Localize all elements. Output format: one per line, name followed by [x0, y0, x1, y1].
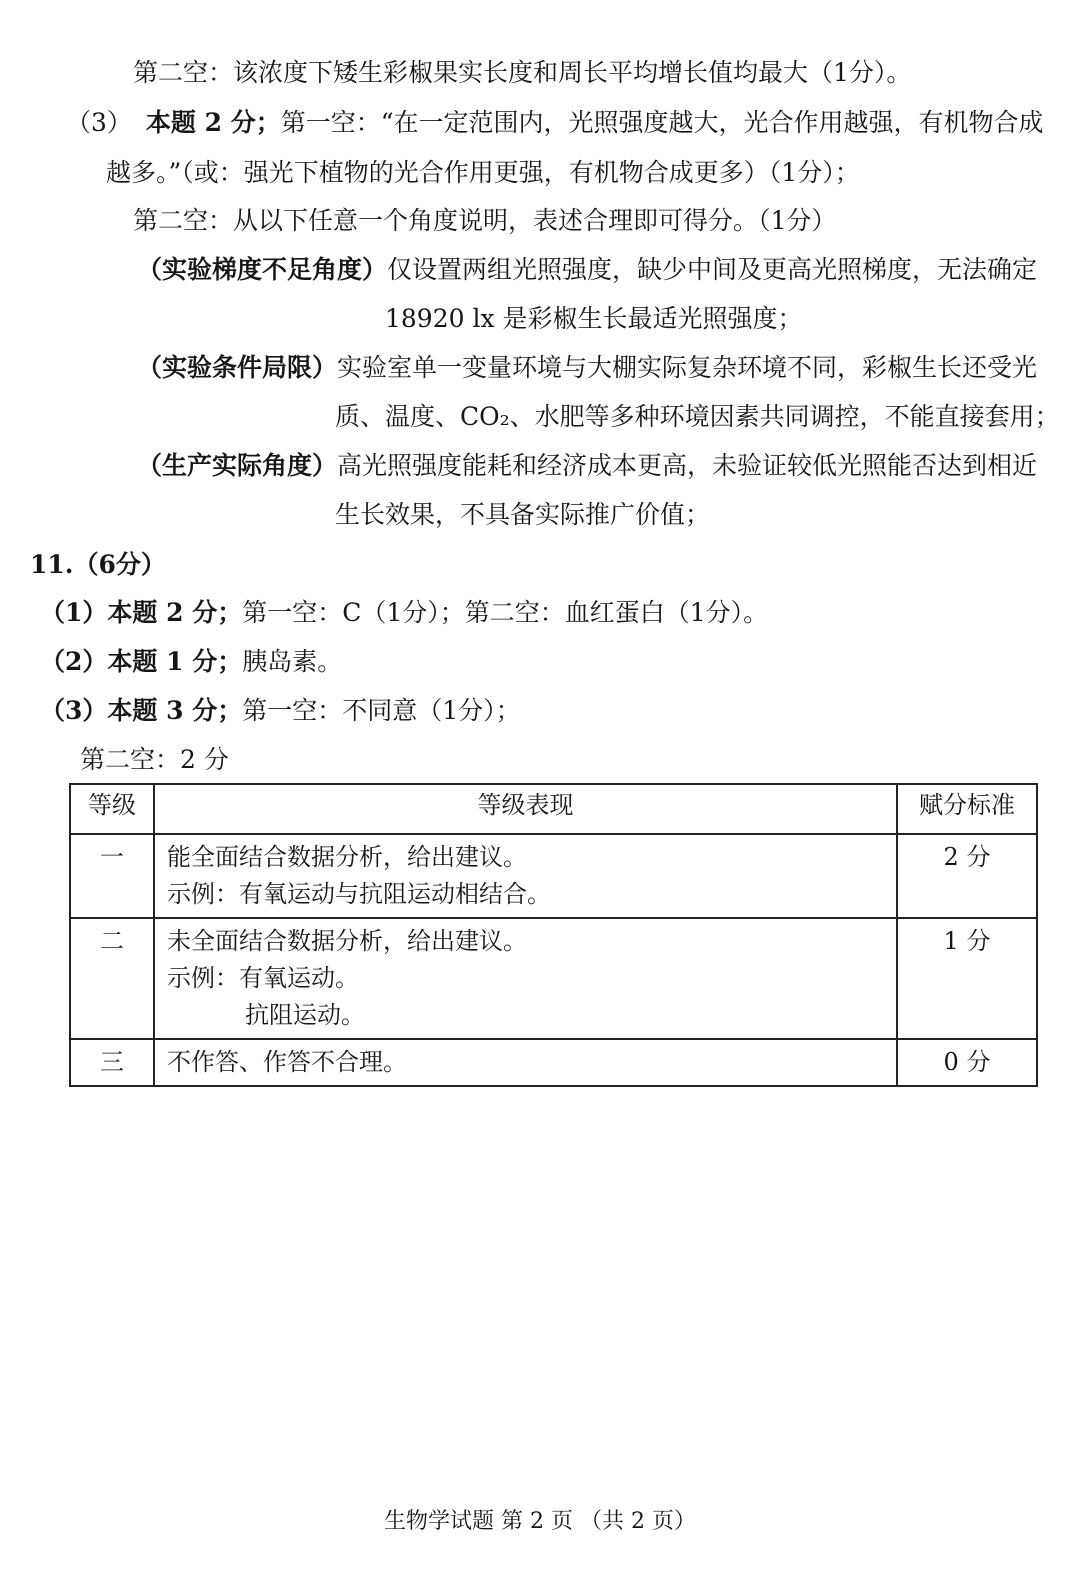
- angle-2-line1: [137, 351, 1037, 385]
- table-row: [70, 1039, 1037, 1086]
- header-performance: 等级表现: [154, 784, 897, 834]
- row-level: 三: [70, 1039, 154, 1086]
- q10-part3-head: 本题 2 分；: [145, 108, 281, 137]
- row-score: 1 分: [897, 918, 1037, 1039]
- q10-part3-blank1: 第一空：“在一定范围内，光照强度越大，光合作用越强，有机物合成: [280, 108, 1044, 137]
- angle-3-text: 高光照强度能耗和经济成本更高，未验证较低光照能否达到相近: [337, 451, 1038, 480]
- row-example-line-2: 抗阻运动。: [245, 1001, 365, 1029]
- grading-table-header: [70, 784, 1037, 834]
- q11-part1-head: （1）本题 2 分；: [40, 598, 243, 627]
- header-level: 等级: [70, 784, 154, 834]
- q11-part1: [40, 596, 768, 630]
- table-row: [70, 918, 1037, 1039]
- q10-part2-blank2: 第二空：该浓度下矮生彩椒果实长度和周长平均增长值均最大（1分）。: [133, 58, 912, 87]
- row-desc-line: 能全面结合数据分析，给出建议。: [167, 843, 527, 871]
- angle-1-line1: [137, 253, 1037, 287]
- angle-2-text: 实验室单一变量环境与大棚实际复杂环境不同，彩椒生长还受光: [337, 353, 1038, 382]
- row-desc-line: 未全面结合数据分析，给出建议。: [167, 927, 527, 955]
- row-score: 2 分: [897, 834, 1037, 918]
- q11-part2-body: 胰岛素。: [242, 647, 343, 676]
- angle-2-line2: 质、温度、CO₂、水肥等多种环境因素共同调控，不能直接套用；: [335, 402, 1060, 431]
- angle-3-label: （生产实际角度）: [137, 451, 338, 480]
- q10-part3-line1: [66, 106, 1044, 140]
- angle-1-text: 仅设置两组光照强度，缺少中间及更高光照梯度，无法确定: [387, 255, 1038, 284]
- grading-table: [69, 783, 1038, 1087]
- q10-part3-blank2: 第二空：从以下任意一个角度说明，表述合理即可得分。（1分）: [133, 206, 837, 235]
- row-performance: [154, 918, 897, 1039]
- row-performance: 不作答、作答不合理。: [154, 1039, 897, 1086]
- q11-part1-body: 第一空：C（1分）；第二空：血红蛋白（1分）。: [242, 598, 769, 627]
- q11-title: 11.（6分）: [30, 550, 166, 579]
- table-row: [70, 834, 1037, 918]
- page-footer: 生物学试题 第 2 页 （共 2 页）: [384, 1509, 696, 1534]
- row-level: 一: [70, 834, 154, 918]
- row-example-line: 示例：有氧运动。: [167, 964, 359, 992]
- row-example-line: 示例：有氧运动与抗阻运动相结合。: [167, 880, 551, 908]
- q11-blank2: 第二空：2 分: [80, 745, 229, 774]
- angle-3-line2: 生长效果，不具备实际推广价值；: [335, 500, 711, 529]
- angle-2-label: （实验条件局限）: [137, 353, 338, 382]
- angle-1-line2: 18920 lx 是彩椒生长最适光照强度；: [385, 304, 803, 333]
- q10-part3-blank1-continued: 越多。”（或：强光下植物的光合作用更强，有机物合成更多）（1分）；: [106, 158, 860, 187]
- angle-1-label: （实验梯度不足角度）: [137, 255, 388, 284]
- q11-part2: [40, 645, 342, 679]
- q11-part3: [40, 694, 521, 728]
- row-level: 二: [70, 918, 154, 1039]
- row-score: 0 分: [897, 1039, 1037, 1086]
- q10-part3-number: （3）: [66, 108, 132, 137]
- angle-3-line1: [137, 449, 1037, 483]
- header-score: 赋分标准: [897, 784, 1037, 834]
- q11-part3-body: 第一空：不同意（1分）；: [242, 696, 521, 725]
- row-performance: [154, 834, 897, 918]
- q11-part2-head: （2）本题 1 分；: [40, 647, 243, 676]
- q11-part3-head: （3）本题 3 分；: [40, 696, 243, 725]
